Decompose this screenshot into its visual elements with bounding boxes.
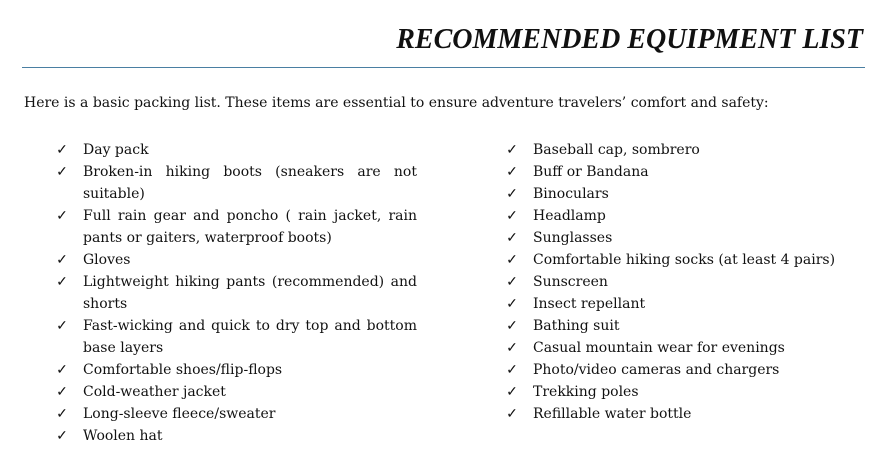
- list-item-text: Comfortable shoes/flip-flops: [83, 362, 283, 378]
- list-item: [505, 271, 855, 293]
- checkmark-icon: ✓: [506, 142, 518, 158]
- page-title: RECOMMENDED EQUIPMENT LIST: [396, 24, 863, 55]
- list-item: [505, 183, 855, 205]
- checkmark-icon: ✓: [506, 384, 518, 400]
- list-item: [55, 249, 417, 271]
- list-item: [55, 205, 417, 249]
- title-divider: [22, 67, 865, 68]
- list-item-text: Cold-weather jacket: [83, 384, 226, 400]
- list-item: [505, 403, 855, 425]
- list-item-text: Binoculars: [533, 186, 609, 202]
- list-item: [55, 161, 417, 205]
- checkmark-icon: ✓: [56, 428, 68, 444]
- list-item-text: Woolen hat: [83, 428, 163, 444]
- intro-paragraph: Here is a basic packing list. These items are essential to ensure adventure travelers’ comfort and safety:: [24, 95, 769, 111]
- list-item-text: Bathing suit: [533, 318, 620, 334]
- list-item: [55, 359, 417, 381]
- list-item-text: Lightweight hiking pants (recommended) and shorts: [83, 274, 417, 312]
- list-item-text: Day pack: [83, 142, 149, 158]
- list-item: [505, 381, 855, 403]
- list-item: [55, 271, 417, 315]
- checkmark-icon: ✓: [56, 384, 68, 400]
- checkmark-icon: ✓: [56, 208, 68, 224]
- list-item: [505, 359, 855, 381]
- equipment-list-left: [55, 139, 417, 447]
- list-item: [505, 139, 855, 161]
- list-item-text: Headlamp: [533, 208, 606, 224]
- list-item: [505, 337, 855, 359]
- list-item: [505, 315, 855, 337]
- equipment-list-right: [505, 139, 855, 425]
- list-item: [55, 139, 417, 161]
- checkmark-icon: ✓: [506, 208, 518, 224]
- list-item-text: Baseball cap, sombrero: [533, 142, 700, 158]
- list-item-text: Full rain gear and poncho ( rain jacket, rain pants or gaiters, waterproof boots): [83, 208, 417, 246]
- checkmark-icon: ✓: [506, 252, 518, 268]
- checkmark-icon: ✓: [506, 274, 518, 290]
- list-item-text: Comfortable hiking socks (at least 4 pairs): [533, 252, 836, 268]
- list-item-text: Photo/video cameras and chargers: [533, 362, 780, 378]
- list-item: [505, 161, 855, 183]
- list-item: [55, 381, 417, 403]
- list-item: [55, 403, 417, 425]
- list-item-text: Gloves: [83, 252, 131, 268]
- list-item: [505, 293, 855, 315]
- list-item-text: Broken-in hiking boots (sneakers are not suitable): [83, 164, 417, 202]
- checkmark-icon: ✓: [506, 296, 518, 312]
- list-item: [505, 249, 855, 271]
- checkmark-icon: ✓: [506, 164, 518, 180]
- list-item-text: Buff or Bandana: [533, 164, 649, 180]
- list-item: [55, 315, 417, 359]
- checkmark-icon: ✓: [56, 406, 68, 422]
- list-item-text: Trekking poles: [533, 384, 639, 400]
- checkmark-icon: ✓: [56, 362, 68, 378]
- list-item-text: Long-sleeve fleece/sweater: [83, 406, 276, 422]
- list-item-text: Insect repellant: [533, 296, 646, 312]
- checkmark-icon: ✓: [506, 340, 518, 356]
- checkmark-icon: ✓: [56, 252, 68, 268]
- checkmark-icon: ✓: [506, 230, 518, 246]
- list-item: [55, 425, 417, 447]
- list-item: [505, 227, 855, 249]
- checkmark-icon: ✓: [56, 164, 68, 180]
- checkmark-icon: ✓: [56, 274, 68, 290]
- checkmark-icon: ✓: [506, 406, 518, 422]
- list-item-text: Sunscreen: [533, 274, 608, 290]
- checkmark-icon: ✓: [56, 318, 68, 334]
- checkmark-icon: ✓: [506, 318, 518, 334]
- list-item-text: Refillable water bottle: [533, 406, 692, 422]
- list-item-text: Casual mountain wear for evenings: [533, 340, 785, 356]
- list-item: [505, 205, 855, 227]
- checkmark-icon: ✓: [506, 362, 518, 378]
- list-item-text: Sunglasses: [533, 230, 613, 246]
- checkmark-icon: ✓: [56, 142, 68, 158]
- checkmark-icon: ✓: [506, 186, 518, 202]
- list-item-text: Fast-wicking and quick to dry top and bottom base layers: [83, 318, 417, 356]
